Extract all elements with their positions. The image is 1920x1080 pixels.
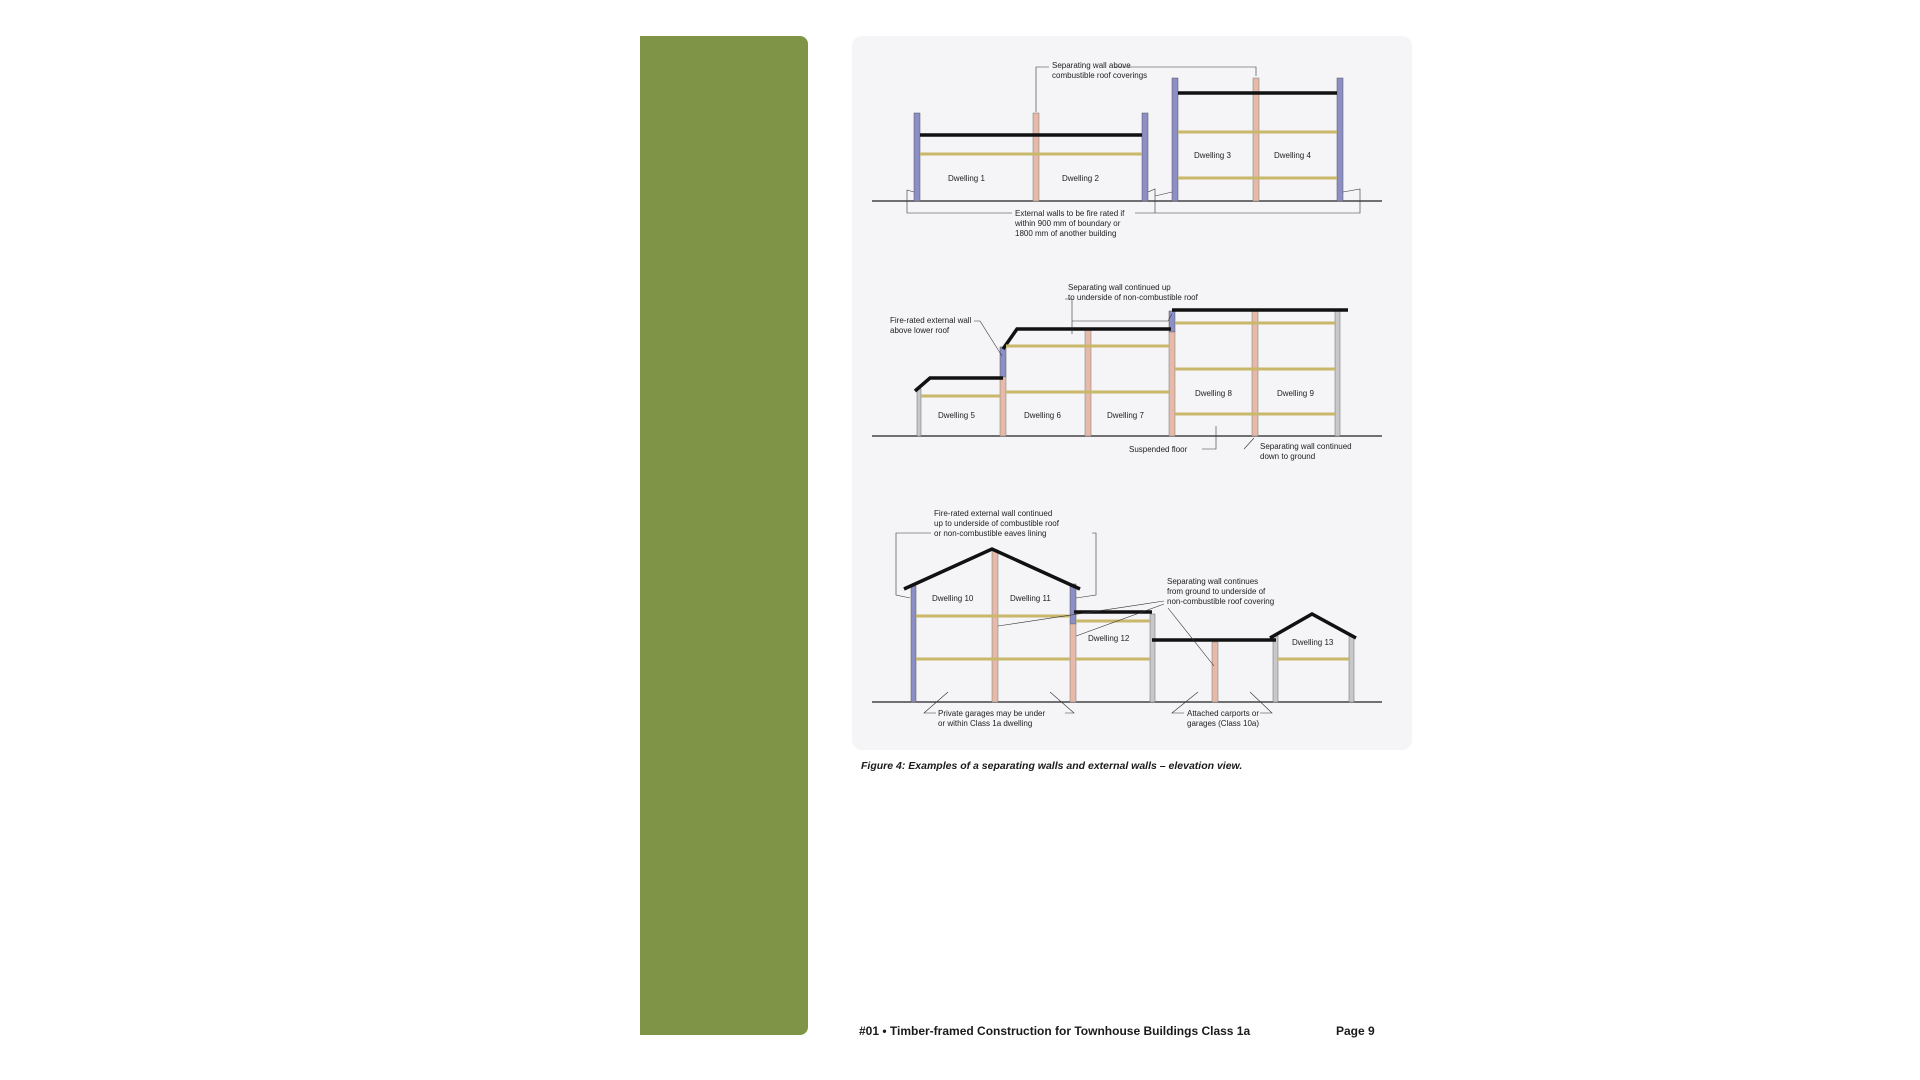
green-side-band (640, 36, 808, 1035)
annotation-label: Fire-rated external wall continued (934, 509, 1053, 518)
fire-rated-wall (1000, 347, 1006, 377)
fire-rated-wall (1070, 584, 1076, 624)
dwelling-label: Dwelling 6 (1024, 411, 1061, 420)
annotation-label: above lower roof (890, 326, 950, 335)
annotation-label: Attached carports or (1187, 709, 1260, 718)
external-wall (1273, 636, 1278, 702)
separating-wall (1169, 332, 1175, 436)
annotation-label: or within Class 1a dwelling (938, 719, 1033, 728)
elevation-diagrams (852, 36, 1412, 750)
diagram-1 (872, 61, 1382, 238)
fire-rated-wall (1142, 113, 1148, 201)
annotation-label: up to underside of combustible roof (934, 519, 1059, 528)
dwelling-label: Dwelling 2 (1062, 174, 1099, 183)
dwelling-label: Dwelling 12 (1088, 634, 1130, 643)
separating-wall (1070, 624, 1076, 702)
annotation-label: to underside of non-combustible roof (1068, 293, 1198, 302)
annotation-label: Separating wall above (1052, 61, 1131, 70)
dwelling-label: Dwelling 10 (932, 594, 974, 603)
annotation-label: garages (Class 10a) (1187, 719, 1260, 728)
roof (1270, 614, 1356, 638)
figure-caption: Figure 4: Examples of a separating walls and external walls – elevation view. (861, 760, 1243, 772)
external-wall (1150, 614, 1155, 702)
fire-rated-wall (1172, 78, 1178, 201)
leader-line (1244, 438, 1254, 449)
diagram-3 (872, 509, 1382, 728)
annotation-label: down to ground (1260, 452, 1316, 461)
annotation-label: External walls to be fire rated if (1015, 209, 1125, 218)
annotation-label: Separating wall continues (1167, 577, 1259, 586)
annotation-label: within 900 mm of boundary or (1015, 219, 1121, 228)
separating-wall (1212, 642, 1218, 702)
fire-rated-wall (914, 113, 920, 201)
annotation-label: Separating wall continued up (1068, 283, 1171, 292)
leader-line (974, 321, 1002, 356)
fire-rated-wall (911, 586, 916, 702)
figure-panel (852, 36, 1412, 750)
annotation-label: combustible roof coverings (1052, 71, 1148, 80)
annotation-label: Fire-rated external wall (890, 316, 972, 325)
external-wall (1335, 311, 1340, 436)
annotation-label: Separating wall continued (1260, 442, 1352, 451)
leader-line (1202, 426, 1216, 449)
footer-page-number: Page 9 (1336, 1024, 1375, 1038)
diagram-2 (872, 283, 1382, 461)
external-wall (1349, 636, 1354, 702)
external-wall (917, 389, 921, 436)
dwelling-label: Dwelling 11 (1010, 594, 1051, 603)
annotation-label: 1800 mm of another building (1015, 229, 1117, 238)
annotation-label: non-combustible roof covering (1167, 597, 1275, 606)
leader-line (1168, 608, 1214, 666)
dwelling-label: Dwelling 3 (1194, 151, 1231, 160)
leader-line (1036, 67, 1049, 112)
leader-line (1072, 314, 1172, 321)
separating-wall (1033, 113, 1039, 201)
leader-line (1155, 192, 1172, 196)
separating-wall (1252, 311, 1258, 436)
dwelling-label: Dwelling 7 (1107, 411, 1144, 420)
separating-wall (1253, 78, 1259, 201)
dwelling-label: Dwelling 9 (1277, 389, 1314, 398)
separating-wall (992, 550, 998, 702)
roof (915, 378, 1003, 391)
annotation-label: from ground to underside of (1167, 587, 1266, 596)
separating-wall (1000, 377, 1006, 436)
dwelling-label: Dwelling 8 (1195, 389, 1232, 398)
annotation-label: Suspended floor (1129, 445, 1188, 454)
footer-document-title: #01 • Timber-framed Construction for Townhouse Buildings Class 1a (859, 1024, 1251, 1038)
dwelling-label: Dwelling 1 (948, 174, 985, 183)
annotation-label: Private garages may be under (938, 709, 1046, 718)
dwelling-label: Dwelling 4 (1274, 151, 1311, 160)
dwelling-label: Dwelling 13 (1292, 638, 1334, 647)
fire-rated-wall (1337, 78, 1343, 201)
dwelling-label: Dwelling 5 (938, 411, 975, 420)
annotation-label: or non-combustible eaves lining (934, 529, 1047, 538)
